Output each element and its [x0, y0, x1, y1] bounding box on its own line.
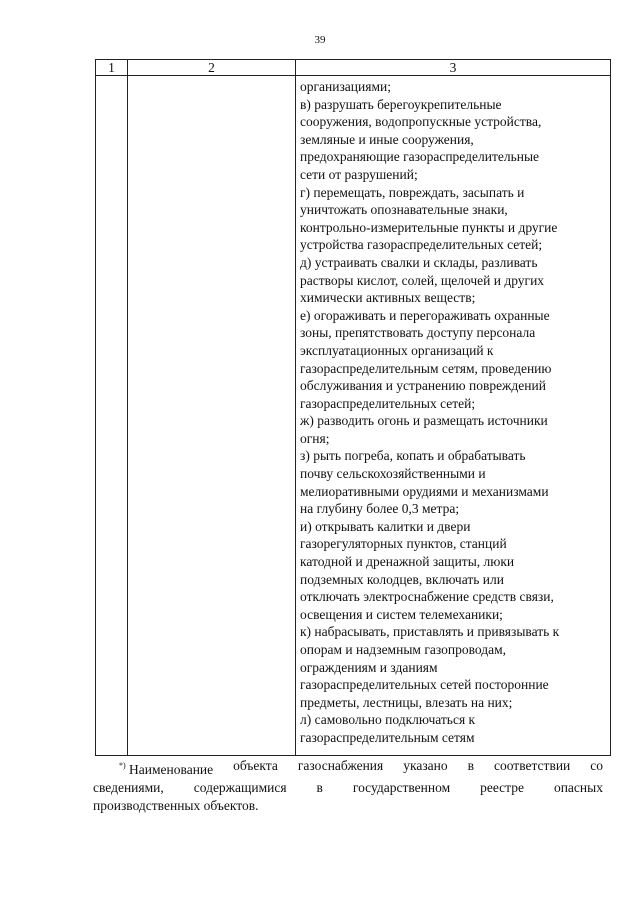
footnote-marker: *) [119, 761, 126, 770]
column-3-cell [296, 76, 611, 756]
table-row [96, 76, 611, 756]
text-line: в) разрушать берегоукрепительные [300, 96, 502, 112]
text-line: сети от разрушений; [300, 166, 418, 182]
text-line: земляные и иные сооружения, [300, 131, 474, 147]
footnote-word: реестре [480, 780, 524, 795]
footnote-word: объекта [233, 758, 278, 773]
column-2-cell [128, 76, 296, 756]
text-line: газораспределительным сетям, проведению [300, 360, 552, 376]
footnote-word: в [316, 780, 323, 795]
document-table [95, 59, 611, 756]
column-2-header: 2 [128, 60, 296, 76]
footnote-word: соответствии [493, 758, 571, 773]
text-line: газорегуляторных пунктов, станций [300, 536, 507, 552]
text-line: отключать электроснабжение средств связи, [300, 589, 554, 605]
text-line: огня; [300, 430, 330, 446]
footnote-line-2 [93, 779, 603, 797]
footnote-word: в [467, 758, 474, 773]
column-1-header: 1 [96, 60, 128, 76]
text-line: подземных колодцев, включать или [300, 571, 504, 587]
text-line: сооружения, водопропускные устройства, [300, 114, 542, 130]
text-line: предметы, лестницы, влезать на них; [300, 694, 513, 710]
text-line: опорам и надземным газопроводам, [300, 642, 506, 657]
column-3-header: 3 [296, 60, 611, 76]
text-line: мелиоративными орудиями и механизмами [300, 483, 549, 499]
table-header-row [96, 60, 611, 76]
footnote-word: содержащимися [193, 780, 287, 795]
footnote-word: сведениями, [93, 780, 164, 795]
text-line: г) перемещать, повреждать, засыпать и [300, 184, 525, 200]
column-3-text [296, 76, 610, 747]
footnote-line-1 [93, 757, 603, 779]
text-line: к) набрасывать, приставлять и привязывать к [300, 624, 560, 640]
text-line: газораспределительных сетей; [300, 395, 476, 411]
text-line: эксплуатационных организаций к [300, 342, 494, 358]
text-line: д) устраивать свалки и склады, разливать [300, 254, 538, 270]
text-line: е) огораживать и перегораживать охранные [300, 307, 550, 323]
text-line: контрольно-измерительные пункты и другие [300, 219, 558, 235]
column-1-cell [96, 76, 128, 756]
footnote [93, 757, 603, 815]
footnote-word: газоснабжения [297, 758, 384, 773]
text-line: химически активных веществ; [300, 290, 476, 306]
text-line: и) открывать калитки и двери [300, 518, 471, 534]
footnote-word: указано [403, 758, 448, 773]
text-line: обслуживания и устранению повреждений [300, 378, 546, 394]
text-line: з) рыть погреба, копать и обрабатывать [300, 448, 526, 464]
footnote-word: опасных [553, 780, 603, 795]
text-line: ж) разводить огонь и размещать источники [300, 413, 548, 429]
text-line: зоны, препятствовать доступу персонала [300, 325, 536, 341]
text-line: устройства газораспределительных сетей; [300, 237, 543, 253]
text-line: предохраняющие газораспределительные [300, 149, 540, 165]
text-line: ограждениям и зданиям [300, 659, 438, 675]
page-number: 39 [314, 34, 326, 46]
text-line: л) самовольно подключаться к [300, 712, 476, 728]
text-line: на глубину более 0,3 метра; [300, 501, 460, 517]
text-line: организациями; [300, 79, 391, 94]
footnote-word: государственном [352, 780, 451, 795]
footnote-line-3: производственных объектов. [93, 798, 259, 813]
text-line: газораспределительных сетей посторонние [300, 677, 549, 693]
text-line: газораспределительным сетям [300, 729, 475, 745]
text-line: освещения и систем телемеханики; [300, 606, 503, 622]
text-line: уничтожать опознавательные знаки, [300, 202, 508, 218]
text-line: почву сельскохозяйственными и [300, 466, 486, 482]
footnote-word: со [590, 758, 603, 773]
text-line: растворы кислот, солей, щелочей и других [300, 272, 545, 288]
footnote-word: *) Наименование [119, 761, 214, 777]
text-line: катодной и дренажной защиты, люки [300, 554, 515, 570]
